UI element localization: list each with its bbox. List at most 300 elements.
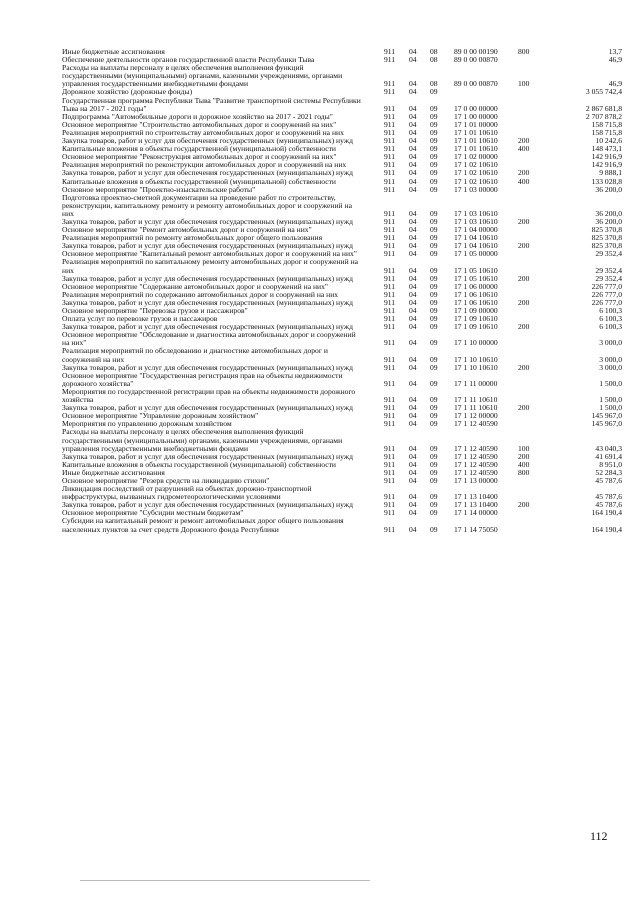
row-name: Расходы на выплаты персоналу в целях обеспечения выполнения функций государственными (муниципальными) органами, казенными учреждениями, органами управления государственными внебюджетными фондами [62, 427, 343, 453]
section-code: 04 [409, 144, 417, 154]
row-name: Основное мероприятие "Ремонт автомобильных дорог и сооружений на них" [62, 225, 312, 235]
target-article-code: 17 1 11 10610 [454, 395, 498, 405]
amount: 13,7 [608, 47, 622, 56]
section-code: 04 [409, 524, 417, 534]
subsection-code: 09 [430, 338, 438, 348]
expense-type-code: 200 [518, 451, 530, 461]
subsection-code: 09 [430, 103, 438, 113]
target-article-code: 17 1 14 75050 [454, 524, 498, 534]
subsection-code: 09 [430, 233, 438, 243]
row-name: Закупка товаров, работ и услуг для обеспечения государственных (муниципальных) нужд [62, 403, 353, 413]
table-row [62, 331, 622, 347]
subsection-code: 09 [430, 467, 438, 477]
subsection-code: 09 [430, 362, 438, 372]
subsection-code: 09 [430, 403, 438, 413]
target-article-code: 17 1 12 40590 [454, 467, 498, 477]
target-article-code: 17 1 09 10610 [454, 322, 498, 332]
expense-type-code: 200 [518, 136, 530, 146]
grbs-code: 911 [384, 127, 396, 137]
grbs-code: 911 [384, 378, 396, 388]
grbs-code: 911 [384, 55, 396, 65]
row-name: Закупка товаров, работ и услуг для обеспечения государственных (муниципальных) нужд [62, 322, 353, 332]
row-name: Реализация мероприятий по реконструкции автомобильных дорог и сооружений на них [62, 160, 347, 170]
subsection-code: 09 [430, 87, 438, 97]
section-code: 04 [409, 289, 417, 299]
amount: 45 787,6 [595, 492, 622, 502]
amount: 825 370,8 [591, 233, 622, 243]
row-name: Реализация мероприятий по обследованию и диагностике автомобильных дорог и сооружений на них [62, 346, 328, 364]
amount: 36 200,0 [595, 216, 622, 226]
row-name: Дорожное хозяйство (дорожные фонды) [62, 87, 193, 97]
row-name: Капитальные вложения в объекты государственной (муниципальной) собственности [62, 459, 336, 469]
subsection-code: 09 [430, 395, 438, 405]
target-article-code: 17 1 01 10610 [454, 144, 498, 154]
row-name: Основное мероприятие "Резерв средств на ликвидацию стихии" [62, 475, 270, 485]
target-article-code: 17 1 00 00000 [454, 111, 498, 121]
row-name: Оплата услуг по перевозке грузов и пассажиров [62, 314, 218, 324]
subsection-code: 08 [430, 79, 438, 89]
row-name: Основное мероприятие "Управление дорожным хозяйством" [62, 411, 259, 421]
table-row [62, 258, 622, 274]
expense-type-code: 200 [518, 168, 530, 178]
subsection-code: 09 [430, 176, 438, 186]
amount: 10 242,6 [595, 136, 622, 146]
subsection-code: 09 [430, 273, 438, 283]
row-name: Реализация мероприятий по строительству автомобильных дорог и сооружений на них [62, 127, 344, 137]
grbs-code: 911 [384, 249, 396, 259]
grbs-code: 911 [384, 281, 396, 291]
target-article-code: 17 1 05 00000 [454, 249, 498, 259]
row-name: Основное мероприятие "Перевозка грузов и пассажиров" [62, 306, 248, 315]
row-name: Закупка товаров, работ и услуг для обеспечения государственных (муниципальных) нужд [62, 241, 353, 251]
section-code: 04 [409, 265, 417, 275]
section-code: 04 [409, 47, 417, 56]
section-code: 04 [409, 362, 417, 372]
grbs-code: 911 [384, 233, 396, 243]
grbs-code: 911 [384, 160, 396, 170]
amount: 36 200,0 [595, 184, 622, 194]
grbs-code: 911 [384, 111, 396, 121]
amount: 148 473,1 [591, 144, 622, 154]
expense-type-code: 200 [518, 241, 530, 251]
row-name: Основное мероприятие "Субсидии местным бюджетам" [62, 508, 244, 518]
subsection-code: 09 [430, 144, 438, 154]
grbs-code: 911 [384, 289, 396, 299]
row-name: Иные бюджетные ассигнования [62, 467, 165, 477]
row-name: Основное мероприятие "Реконструкция автомобильных дорог и сооружений на них" [62, 152, 337, 162]
row-name: Закупка товаров, работ и услуг для обеспечения государственных (муниципальных) нужд [62, 168, 353, 178]
expense-type-code: 400 [518, 176, 530, 186]
grbs-code: 911 [384, 119, 396, 129]
amount: 226 777,0 [591, 289, 622, 299]
grbs-code: 911 [384, 297, 396, 307]
row-name: Мероприятия по государственной регистрации прав на объекты недвижимости дорожного хозяйства [62, 386, 356, 405]
subsection-code: 09 [430, 411, 438, 421]
amount: 29 352,4 [595, 265, 622, 275]
expense-type-code: 400 [518, 144, 530, 154]
expense-type-code: 200 [518, 322, 530, 332]
expense-type-code: 200 [518, 297, 530, 307]
target-article-code: 17 1 12 40590 [454, 459, 498, 469]
section-code: 04 [409, 208, 417, 218]
section-code: 04 [409, 297, 417, 307]
subsection-code: 09 [430, 241, 438, 251]
grbs-code: 911 [384, 241, 396, 251]
page-number: 112 [590, 829, 608, 843]
row-name: Реализация мероприятий по содержанию автомобильных дорог и сооружений на них [62, 289, 339, 299]
budget-table [62, 48, 622, 534]
amount: 6 100,3 [599, 322, 622, 332]
subsection-code: 09 [430, 314, 438, 324]
row-name: Закупка товаров, работ и услуг для обеспечения государственных (муниципальных) нужд [62, 297, 353, 307]
row-name: Закупка товаров, работ и услуг для обеспечения государственных (муниципальных) нужд [62, 451, 353, 461]
grbs-code: 911 [384, 524, 396, 534]
section-code: 04 [409, 216, 417, 226]
grbs-code: 911 [384, 443, 396, 453]
target-article-code: 17 1 04 10610 [454, 241, 498, 251]
target-article-code: 17 1 04 00000 [454, 225, 498, 235]
grbs-code: 911 [384, 475, 396, 485]
target-article-code: 17 1 12 00000 [454, 411, 498, 421]
subsection-code: 09 [430, 378, 438, 388]
subsection-code: 09 [430, 152, 438, 162]
target-article-code: 17 1 01 00000 [454, 119, 498, 129]
target-article-code: 17 1 12 40590 [454, 451, 498, 461]
section-code: 04 [409, 119, 417, 129]
row-name: Подпрограмма "Автомобильные дороги и дорожное хозяйство на 2017 - 2021 годы" [62, 111, 333, 121]
target-article-code: 17 1 01 10610 [454, 136, 498, 146]
amount: 158 715,8 [591, 127, 622, 137]
amount: 142 916,9 [591, 152, 622, 162]
expense-type-code: 100 [518, 79, 530, 89]
expense-type-code: 100 [518, 443, 530, 453]
expense-type-code: 200 [518, 273, 530, 283]
row-name: Подготовка проектно-сметной документации на проведение работ по строительству, реконструкции, капитальному ремонту и ремонту автомобильных дорог и сооружений на них [62, 192, 352, 218]
section-code: 04 [409, 492, 417, 502]
section-code: 04 [409, 233, 417, 243]
amount: 1 500,0 [599, 378, 622, 388]
row-name: Мероприятия по управлению дорожным хозяйством [62, 419, 232, 429]
grbs-code: 911 [384, 403, 396, 413]
section-code: 04 [409, 411, 417, 421]
table-row [62, 485, 622, 501]
grbs-code: 911 [384, 216, 396, 226]
row-name: Капитальные вложения в объекты государственной (муниципальной) собственности [62, 144, 336, 154]
target-article-code: 17 1 13 00000 [454, 475, 498, 485]
section-code: 04 [409, 152, 417, 162]
subsection-code: 09 [430, 475, 438, 485]
table-row [62, 64, 622, 88]
amount: 142 916,9 [591, 160, 622, 170]
table-row [62, 372, 622, 388]
row-name: Основное мероприятие "Строительство автомобильных дорог и сооружений на них" [62, 119, 337, 129]
section-code: 04 [409, 273, 417, 283]
grbs-code: 911 [384, 79, 396, 89]
table-row [62, 428, 622, 452]
amount: 158 715,8 [591, 119, 622, 129]
subsection-code: 09 [430, 208, 438, 218]
subsection-code: 09 [430, 281, 438, 291]
grbs-code: 911 [384, 451, 396, 461]
amount: 6 100,3 [599, 314, 622, 324]
subsection-code: 08 [430, 47, 438, 56]
target-article-code: 17 1 06 10610 [454, 297, 498, 307]
amount: 41 691,4 [595, 451, 622, 461]
subsection-code: 09 [430, 160, 438, 170]
row-name: Основное мероприятие "Обследование и диагностика автомобильных дорог и сооружений на них" [62, 330, 356, 348]
target-article-code: 89 0 00 00870 [454, 79, 498, 89]
grbs-code: 911 [384, 184, 396, 194]
amount: 2 707 878,2 [585, 111, 622, 121]
expense-type-code: 800 [518, 467, 530, 477]
amount: 45 787,6 [595, 500, 622, 510]
section-code: 04 [409, 403, 417, 413]
amount: 46,9 [608, 55, 622, 65]
section-code: 04 [409, 87, 417, 97]
amount: 45 787,6 [595, 475, 622, 485]
section-code: 04 [409, 322, 417, 332]
expense-type-code: 200 [518, 216, 530, 226]
target-article-code: 17 1 05 10610 [454, 265, 498, 275]
table-row [62, 388, 622, 404]
target-article-code: 17 1 06 10610 [454, 289, 498, 299]
expense-type-code: 800 [518, 47, 530, 56]
section-code: 04 [409, 338, 417, 348]
amount: 825 370,8 [591, 241, 622, 251]
subsection-code: 09 [430, 119, 438, 129]
subsection-code: 09 [430, 265, 438, 275]
subsection-code: 09 [430, 492, 438, 502]
target-article-code: 17 1 02 00000 [454, 152, 498, 162]
grbs-code: 911 [384, 508, 396, 518]
target-article-code: 17 1 09 10610 [454, 314, 498, 324]
subsection-code: 09 [430, 111, 438, 121]
grbs-code: 911 [384, 322, 396, 332]
grbs-code: 911 [384, 467, 396, 477]
subsection-code: 09 [430, 168, 438, 178]
table-row [62, 517, 622, 533]
section-code: 04 [409, 475, 417, 485]
amount: 8 951,0 [599, 459, 622, 469]
amount: 43 040,3 [595, 443, 622, 453]
section-code: 04 [409, 103, 417, 113]
target-article-code: 17 1 10 00000 [454, 338, 498, 348]
section-code: 04 [409, 508, 417, 518]
grbs-code: 911 [384, 419, 396, 429]
section-code: 04 [409, 314, 417, 324]
subsection-code: 09 [430, 524, 438, 534]
subsection-code: 09 [430, 500, 438, 510]
grbs-code: 911 [384, 354, 396, 364]
row-name: Закупка товаров, работ и услуг для обеспечения государственных (муниципальных) нужд [62, 273, 353, 283]
row-name: Государственная программа Республики Тыва "Развитие транспортной системы Республики Тыва на 2017 - 2021 годы" [62, 95, 361, 113]
subsection-code: 09 [430, 322, 438, 332]
section-code: 04 [409, 354, 417, 364]
section-code: 04 [409, 249, 417, 259]
grbs-code: 911 [384, 87, 396, 97]
row-name: Закупка товаров, работ и услуг для обеспечения государственных (муниципальных) нужд [62, 362, 353, 372]
target-article-code: 17 0 00 00000 [454, 103, 498, 113]
target-article-code: 17 1 05 10610 [454, 273, 498, 283]
row-name: Основное мероприятие "Государственная регистрация прав на объекты недвижимости дорожного хозяйства" [62, 370, 343, 388]
grbs-code: 911 [384, 362, 396, 372]
target-article-code: 17 1 13 10400 [454, 492, 498, 502]
grbs-code: 911 [384, 306, 396, 315]
target-article-code: 17 1 03 10610 [454, 208, 498, 218]
amount: 133 028,8 [591, 176, 622, 186]
section-code: 04 [409, 395, 417, 405]
amount: 29 352,4 [595, 273, 622, 283]
target-article-code: 17 1 04 10610 [454, 233, 498, 243]
section-code: 04 [409, 111, 417, 121]
target-article-code: 17 1 11 00000 [454, 378, 498, 388]
amount: 6 100,3 [599, 306, 622, 315]
grbs-code: 911 [384, 208, 396, 218]
row-name: Закупка товаров, работ и услуг для обеспечения государственных (муниципальных) нужд [62, 136, 353, 146]
subsection-code: 09 [430, 225, 438, 235]
subsection-code: 09 [430, 451, 438, 461]
target-article-code: 17 1 11 10610 [454, 403, 498, 413]
target-article-code: 89 0 00 00190 [454, 47, 498, 56]
target-article-code: 17 1 13 10400 [454, 500, 498, 510]
grbs-code: 911 [384, 265, 396, 275]
row-name: Основное мероприятие "Капитальный ремонт автомобильных дорог и сооружений на них" [62, 249, 357, 259]
target-article-code: 17 1 12 40590 [454, 419, 498, 429]
amount: 29 352,4 [595, 249, 622, 259]
subsection-code: 09 [430, 216, 438, 226]
grbs-code: 911 [384, 103, 396, 113]
amount: 3 000,0 [599, 354, 622, 364]
target-article-code: 17 1 09 00000 [454, 306, 498, 315]
subsection-code: 09 [430, 508, 438, 518]
subsection-code: 09 [430, 354, 438, 364]
amount: 3 000,0 [599, 338, 622, 348]
row-name: Ликвидация последствий от разрушений на объектах дорожно-транспортной инфраструктуры, вызванных гидрометеорологическими условиями [62, 484, 312, 502]
section-code: 04 [409, 184, 417, 194]
table-row [62, 97, 622, 113]
amount: 825 370,8 [591, 225, 622, 235]
amount: 1 500,0 [599, 395, 622, 405]
target-article-code: 17 1 14 00000 [454, 508, 498, 518]
section-code: 04 [409, 281, 417, 291]
table-row [62, 347, 622, 363]
grbs-code: 911 [384, 411, 396, 421]
section-code: 04 [409, 306, 417, 315]
section-code: 04 [409, 467, 417, 477]
section-code: 04 [409, 500, 417, 510]
grbs-code: 911 [384, 47, 396, 56]
grbs-code: 911 [384, 314, 396, 324]
target-article-code: 89 0 00 00870 [454, 55, 498, 65]
row-name: Основное мероприятие "Содержание автомобильных дорог и сооружений на них" [62, 281, 328, 291]
grbs-code: 911 [384, 168, 396, 178]
subsection-code: 09 [430, 419, 438, 429]
row-name: Расходы на выплаты персоналу в целях обеспечения выполнения функций государственными (муниципальными) органами, казенными учреждениями, органами управления государственными внебюджетными фондами [62, 63, 343, 89]
grbs-code: 911 [384, 459, 396, 469]
grbs-code: 911 [384, 273, 396, 283]
subsection-code: 08 [430, 55, 438, 65]
amount: 52 284,3 [595, 467, 622, 477]
expense-type-code: 200 [518, 403, 530, 413]
grbs-code: 911 [384, 176, 396, 186]
target-article-code: 17 1 01 10610 [454, 127, 498, 137]
grbs-code: 911 [384, 136, 396, 146]
subsection-code: 09 [430, 249, 438, 259]
section-code: 04 [409, 168, 417, 178]
expense-type-code: 400 [518, 459, 530, 469]
subsection-code: 09 [430, 136, 438, 146]
target-article-code: 17 1 02 10610 [454, 160, 498, 170]
amount: 1 500,0 [599, 403, 622, 413]
subsection-code: 09 [430, 306, 438, 315]
section-code: 04 [409, 79, 417, 89]
target-article-code: 17 1 12 40590 [454, 443, 498, 453]
section-code: 04 [409, 160, 417, 170]
grbs-code: 911 [384, 144, 396, 154]
row-name: Капитальные вложения в объекты государственной (муниципальной) собственности [62, 176, 336, 186]
target-article-code: 17 1 10 10610 [454, 362, 498, 372]
row-name: Иные бюджетные ассигнования [62, 47, 165, 56]
amount: 164 190,4 [591, 508, 622, 518]
section-code: 04 [409, 459, 417, 469]
subsection-code: 09 [430, 297, 438, 307]
row-name: Реализация мероприятий по капитальному ремонту автомобильных дорог и сооружений на них [62, 257, 359, 275]
subsection-code: 09 [430, 289, 438, 299]
amount: 226 777,0 [591, 281, 622, 291]
section-code: 04 [409, 241, 417, 251]
row-name: Закупка товаров, работ и услуг для обеспечения государственных (муниципальных) нужд [62, 216, 353, 226]
subsection-code: 09 [430, 459, 438, 469]
target-article-code: 17 1 03 00000 [454, 184, 498, 194]
amount: 9 888,1 [599, 168, 622, 178]
section-code: 04 [409, 225, 417, 235]
row-name: Основное мероприятие "Проектно-изыскательские работы" [62, 184, 256, 194]
target-article-code: 17 1 03 10610 [454, 216, 498, 226]
section-code: 04 [409, 451, 417, 461]
amount: 145 967,0 [591, 411, 622, 421]
amount: 145 967,0 [591, 419, 622, 429]
grbs-code: 911 [384, 338, 396, 348]
bottom-divider [80, 880, 370, 881]
row-name: Закупка товаров, работ и услуг для обеспечения государственных (муниципальных) нужд [62, 500, 353, 510]
expense-type-code: 200 [518, 362, 530, 372]
amount: 2 867 681,8 [585, 103, 622, 113]
section-code: 04 [409, 127, 417, 137]
section-code: 04 [409, 136, 417, 146]
subsection-code: 09 [430, 443, 438, 453]
section-code: 04 [409, 378, 417, 388]
section-code: 04 [409, 443, 417, 453]
amount: 46,9 [608, 79, 622, 89]
subsection-code: 09 [430, 127, 438, 137]
section-code: 04 [409, 419, 417, 429]
section-code: 04 [409, 176, 417, 186]
row-name: Субсидии на капитальный ремонт и ремонт автомобильных дорог общего пользования населенных пунктов за счет средств Дорожного фонда Республики [62, 516, 344, 534]
amount: 226 777,0 [591, 297, 622, 307]
grbs-code: 911 [384, 492, 396, 502]
target-article-code: 17 1 10 10610 [454, 354, 498, 364]
target-article-code: 17 1 02 10610 [454, 168, 498, 178]
amount: 3 000,0 [599, 362, 622, 372]
grbs-code: 911 [384, 225, 396, 235]
row-name: Реализация мероприятий по ремонту автомобильных дорог общего пользования [62, 233, 323, 243]
table-row [62, 194, 622, 218]
grbs-code: 911 [384, 152, 396, 162]
amount: 164 190,4 [591, 524, 622, 534]
subsection-code: 09 [430, 184, 438, 194]
target-article-code: 17 1 02 10610 [454, 176, 498, 186]
target-article-code: 17 1 06 00000 [454, 281, 498, 291]
